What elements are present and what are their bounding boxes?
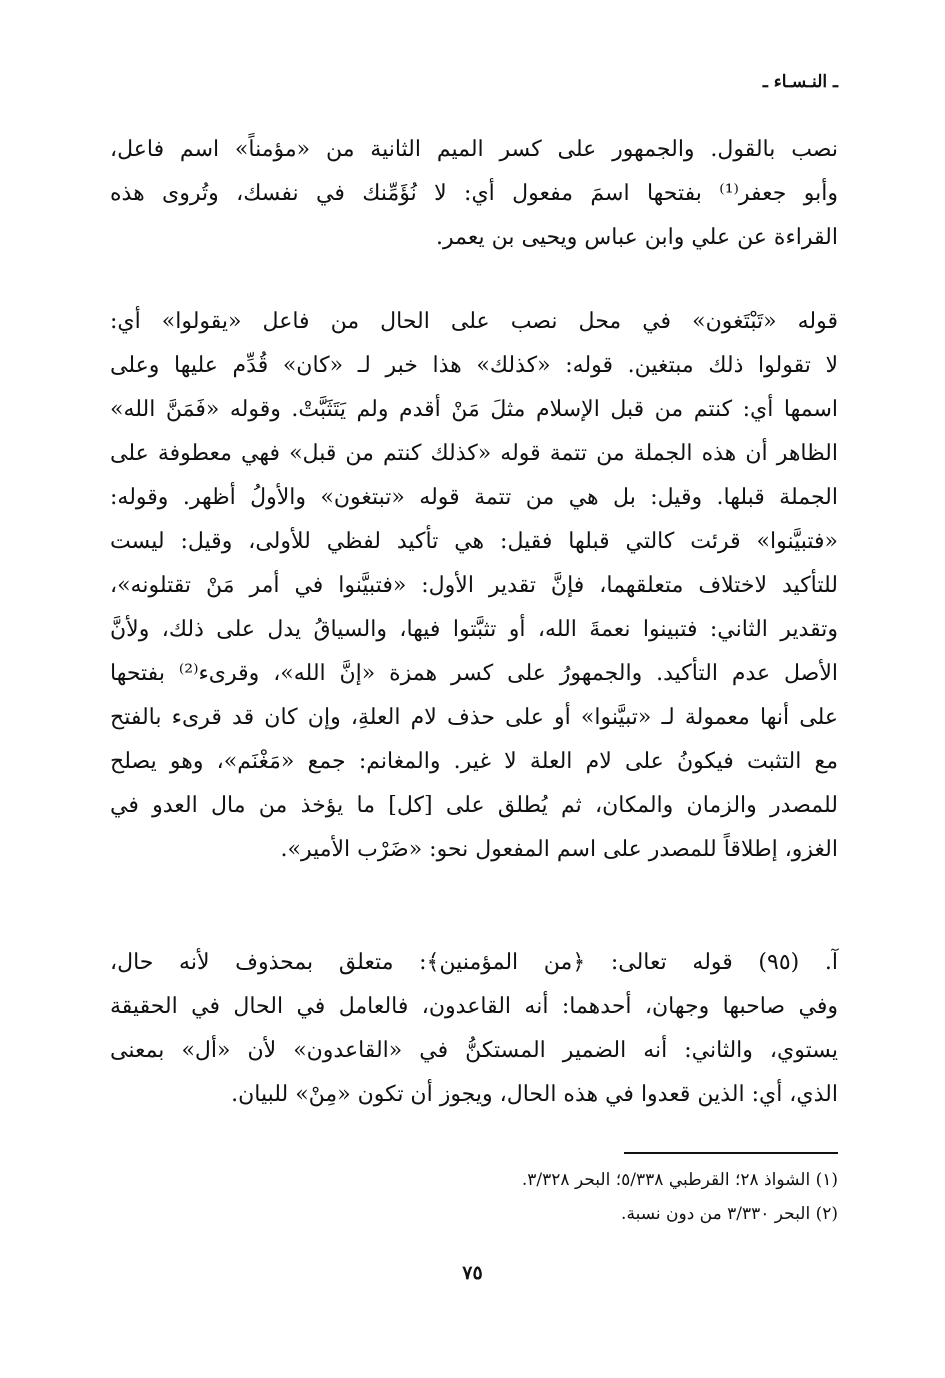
- text-line: على أنها معمولة لـ «تبيَّنوا» أو على حذف لام العلةِ، وإن كان قد قرىء بالفتح: [110, 705, 838, 730]
- text-line: نصب بالقول. والجمهور على كسر الميم الثانية من «مؤمناً» اسم فاعل،: [110, 137, 838, 162]
- text-line: الذي، أي: الذين قعدوا في هذه الحال، ويجوز أن تكون «مِنْ» للبيان.: [231, 1082, 838, 1107]
- paragraph-1: [110, 128, 838, 260]
- text-line: الغزو، إطلاقاً للمصدر على اسم المفعول نحو: «ضَرْب الأمير».: [280, 837, 838, 862]
- text-line: وفي صاحبها وجهان، أحدهما: أنه القاعدون، فالعامل في الحال في الحقيقة: [110, 994, 838, 1019]
- paragraph-3: [110, 941, 838, 1117]
- text-line: مع التثبت فيكونُ على لام العلة لا غير. والمغانم: جمع «مَغْنَم»، وهو يصلح: [110, 749, 838, 774]
- text-line: وأبو جعفر⁽¹⁾ بفتحها اسمَ مفعول أي: لا نُؤَمِّنك في نفسك، وتُروى هذه: [110, 181, 838, 206]
- text-line: يستوي، والثاني: أنه الضمير المستكنُّ في «القاعدون» لأن «أل» بمعنى: [110, 1038, 838, 1063]
- text-line: الأصل عدم التأكيد. والجمهورُ على كسر همزة «إنَّ الله»، وقرىء⁽²⁾ بفتحها: [110, 661, 838, 686]
- text-line: قوله «تَبْتَغون» في محل نصب على الحال من فاعل «يقولوا» أي:: [110, 309, 838, 334]
- footnote-divider: [624, 1152, 838, 1154]
- footnote-1: (١) الشواذ ٢٨؛ القرطبي ٥/٣٣٨؛ البحر ٣/٣٢٨.: [521, 1170, 838, 1190]
- text-line: اسمها أي: كنتم من قبل الإسلام مثلَ مَنْ أقدم ولم يَتَثَبَّتْ. وقوله «فَمَنَّ الله»: [110, 397, 838, 422]
- text-line: الجملة قبلها. وقيل: بل هي من تتمة قوله «تبتغون» والأولُ أظهر. وقوله:: [110, 485, 838, 510]
- text-line: وتقدير الثاني: فتبينوا نعمةَ الله، أو تثبَّتوا فيها، والسياقُ يدل على ذلك، ولأنَّ: [110, 617, 838, 642]
- text-line: آ. (٩٥) قوله تعالى: ﴿من المؤمنين﴾: متعلق بمحذوف لأنه حال،: [110, 950, 838, 975]
- page-number: ٧٥: [462, 1262, 483, 1284]
- text-line: للمصدر والزمان والمكان، ثم يُطلق على [كل] ما يؤخذ من مال العدو في: [110, 793, 838, 818]
- paragraph-2: [110, 300, 838, 872]
- running-title: ـ النـسـاء ـ: [762, 72, 838, 92]
- text-line: الظاهر أن هذه الجملة من تتمة قوله «كذلك كنتم من قبل» فهي معطوفة على: [110, 441, 838, 466]
- footnote-2: (٢) البحر ٣/٣٣٠ من دون نسبة.: [621, 1204, 838, 1224]
- footnotes: [110, 1163, 838, 1231]
- text-line: القراءة عن علي وابن عباس ويحيى بن يعمر.: [436, 225, 838, 250]
- text-line: «فتبيَّنوا» قرئت كالتي قبلها فقيل: هي تأكيد لفظي للأولى، وقيل: ليست: [110, 529, 838, 554]
- text-line: لا تقولوا ذلك مبتغين. قوله: «كذلك» هذا خبر لـ «كان» قُدِّم عليها وعلى: [110, 353, 838, 378]
- text-line: للتأكيد لاختلاف متعلقهما، فإنَّ تقدير الأول: «فتبيَّنوا في أمر مَنْ تقتلونه»،: [110, 573, 838, 598]
